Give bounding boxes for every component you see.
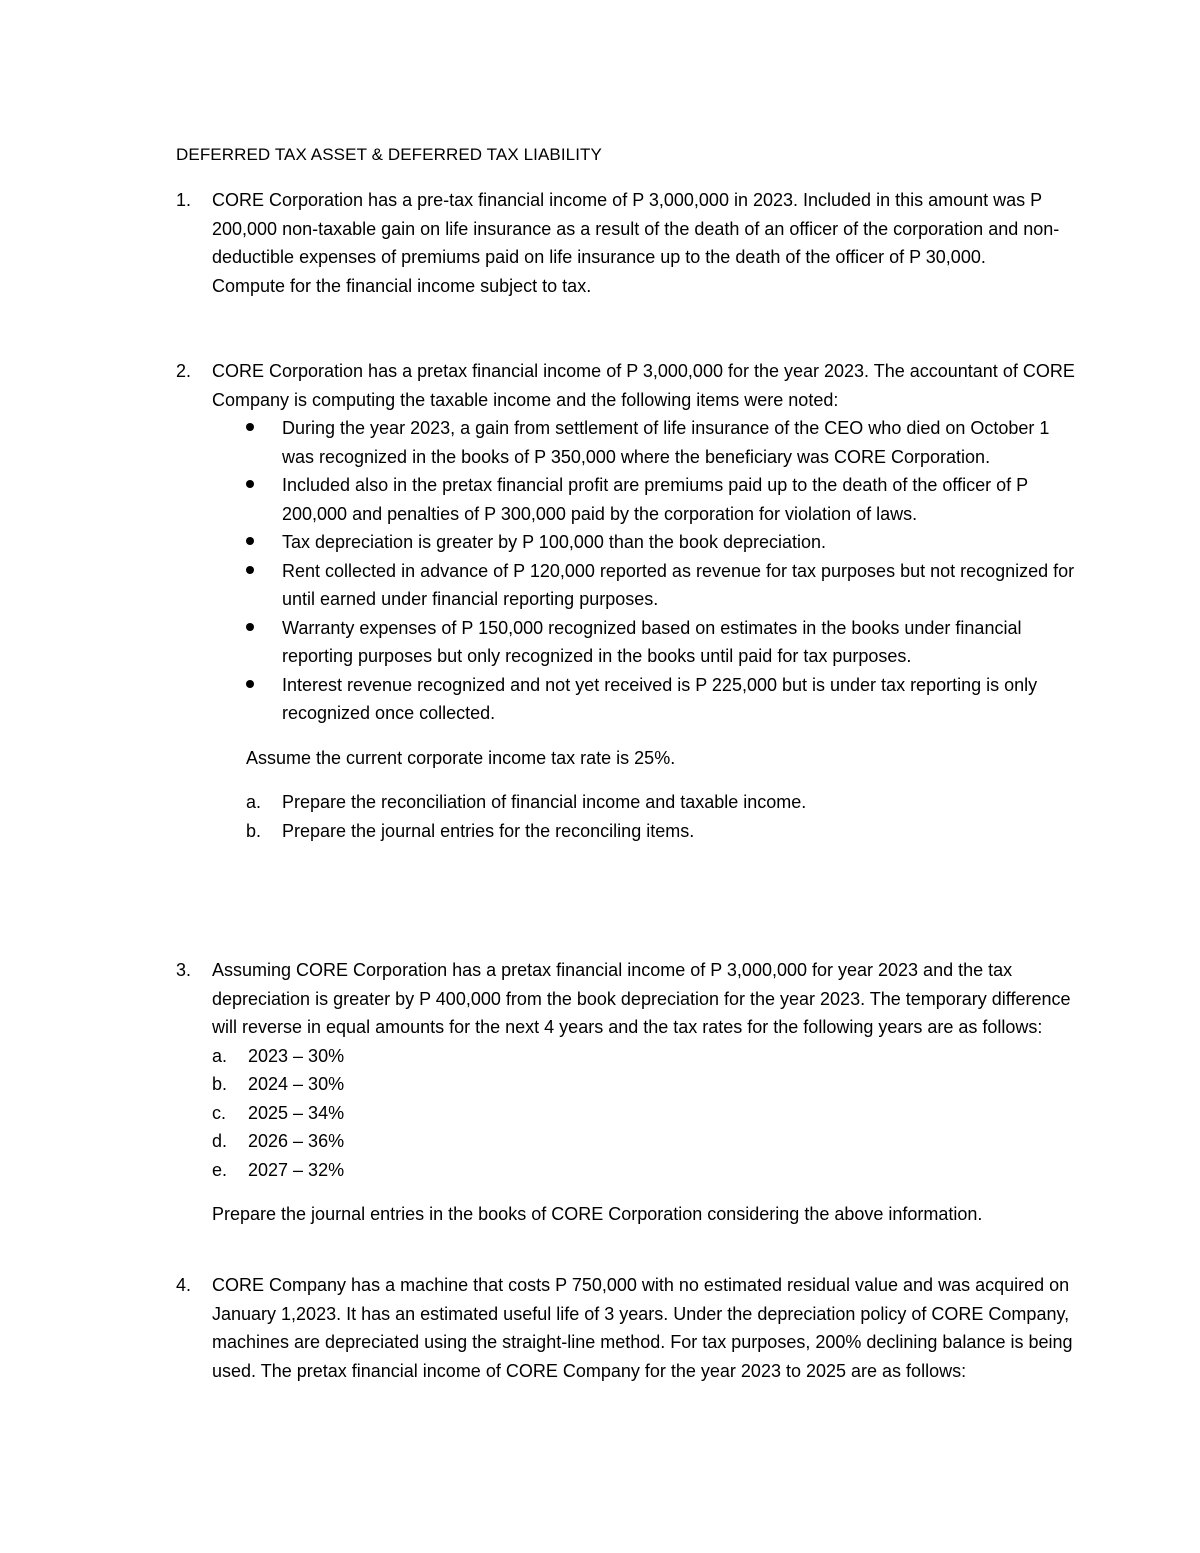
- list-item: Interest revenue recognized and not yet received is P 225,000 but is under tax reporting is only recognized once collected.: [212, 671, 1076, 728]
- bullet-icon: [246, 623, 254, 631]
- list-item: Included also in the pretax financial profit are premiums paid up to the death of the officer of P 200,000 and penalties of P 300,000 paid by the corporation for violation of laws.: [212, 471, 1076, 528]
- question-1: [176, 186, 1076, 300]
- question-instruction: Prepare the journal entries in the books of CORE Corporation considering the above information.: [212, 1204, 983, 1224]
- tax-rate-assumption: Assume the current corporate income tax rate is 25%.: [246, 747, 676, 768]
- bullet-icon: [246, 537, 254, 545]
- list-item: c. 2025 – 34%: [212, 1102, 345, 1123]
- question-instruction: Compute for the financial income subject to tax.: [212, 275, 592, 296]
- bullet-icon: [246, 480, 254, 488]
- list-item: During the year 2023, a gain from settlement of life insurance of the CEO who died on October 1 was recognized in the books of P 350,000 where the beneficiary was CORE Corporation.: [212, 414, 1076, 471]
- question-4: [176, 1271, 1076, 1385]
- question-number: 2.: [176, 361, 192, 381]
- question-number: 1.: [176, 190, 192, 210]
- bullet-icon: [246, 680, 254, 688]
- question-2: [176, 357, 1076, 845]
- question-number: 4.: [176, 1275, 192, 1295]
- question-text: CORE Company has a machine that costs P 750,000 with no estimated residual value and was acquired on January 1,2023. It has an estimated useful life of 3 years. Under the depreciation policy of CORE Company, machines are depreciated using the straight-line method. For tax purposes, 200% declining balance is being used. The pretax financial income of CORE Company for the year 2023 to 2025 are as follows:: [212, 1275, 1073, 1381]
- list-item: Rent collected in advance of P 120,000 reported as revenue for tax purposes but not recognized for until earned under financial reporting purposes.: [212, 557, 1076, 614]
- list-item: b. Prepare the journal entries for the reconciling items.: [246, 820, 695, 841]
- list-item: d. 2026 – 36%: [212, 1131, 345, 1151]
- task-list: [212, 788, 1076, 845]
- question-3: [176, 956, 1076, 1229]
- list-item: Tax depreciation is greater by P 100,000 than the book depreciation.: [212, 528, 1076, 557]
- list-item: Warranty expenses of P 150,000 recognized based on estimates in the books under financial reporting purposes but only recognized in the books until paid for tax purposes.: [212, 614, 1076, 671]
- bullet-icon: [246, 423, 254, 431]
- question-text: CORE Corporation has a pre-tax financial income of P 3,000,000 in 2023. Included in this amount was P 200,000 non-taxable gain on life insurance as a result of the death of an officer of the corporation and non-deductible expenses of premiums paid on life insurance up to the death of the officer of P 30,000.: [212, 190, 1060, 267]
- question-text: CORE Corporation has a pretax financial income of P 3,000,000 for the year 2023. The accountant of CORE Company is computing the taxable income and the following items were noted:: [212, 361, 1075, 410]
- list-item: a. Prepare the reconciliation of financial income and taxable income.: [246, 792, 807, 812]
- bullet-icon: [246, 566, 254, 574]
- question-text: Assuming CORE Corporation has a pretax financial income of P 3,000,000 for year 2023 and the tax depreciation is greater by P 400,000 from the book depreciation for the year 2023. The temporary difference will reverse in equal amounts for the next 4 years and the tax rates for the following years are as follows:: [212, 960, 1071, 1037]
- list-item: b. 2024 – 30%: [212, 1074, 345, 1094]
- bullet-list: [212, 414, 1076, 728]
- list-item: a. 2023 – 30%: [212, 1045, 345, 1066]
- question-number: 3.: [176, 960, 192, 980]
- tax-rate-list: [212, 1042, 1076, 1185]
- list-item: e. 2027 – 32%: [212, 1159, 345, 1180]
- document-title: DEFERRED TAX ASSET & DEFERRED TAX LIABILITY: [176, 145, 602, 164]
